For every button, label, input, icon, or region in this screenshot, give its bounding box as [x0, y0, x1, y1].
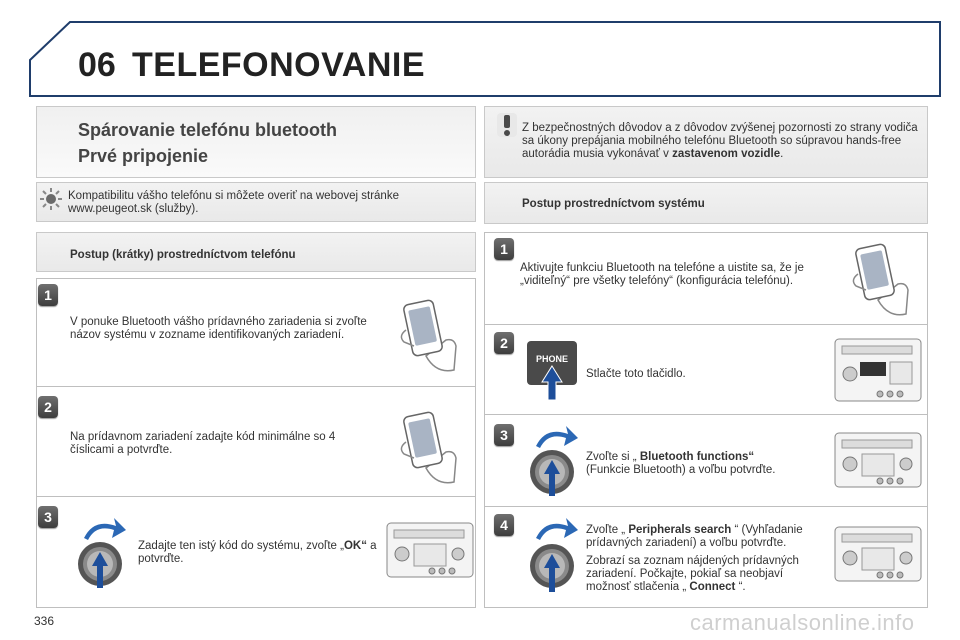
header	[0, 0, 960, 110]
right-divider-1	[484, 324, 928, 325]
left-heading: Postup (krátky) prostredníctvom telefónu	[70, 249, 296, 261]
left-step-3-text-a: Zadajte ten istý kód do systému, zvoľte „	[138, 540, 344, 552]
dial-knob-icon	[522, 512, 582, 596]
step-badge: 3	[494, 424, 514, 446]
warning-text-bold: zastavenom vozidle	[672, 148, 781, 160]
page-title: TELEFONOVANIE	[132, 46, 425, 84]
radio-unit-image	[834, 526, 922, 582]
right-step-4-text-b: “ (Vyhľadanie prídavných zariadení) a voľbu potvrďte.	[586, 524, 803, 549]
phone-hand-icon	[848, 240, 912, 320]
step-badge: 4	[494, 514, 514, 536]
exclamation-icon	[496, 112, 518, 138]
right-step-4-text2-b: “.	[735, 581, 746, 593]
phone-hand-icon	[396, 408, 460, 488]
step-badge: 1	[38, 284, 58, 306]
left-step-3-text	[138, 540, 378, 566]
phone-hand-icon	[396, 296, 460, 376]
right-step-3-text-a: Zvoľte si „	[586, 451, 640, 463]
section-title: Spárovanie telefónu bluetooth	[78, 120, 338, 140]
section-subtitle: Prvé pripojenie	[78, 146, 209, 166]
left-divider-1	[36, 386, 476, 387]
left-step-1-text: V ponuke Bluetooth vášho prídavného zariadenia si zvoľte názov systému v zozname identifikovaných zariadení.	[70, 316, 367, 341]
right-step-3-text-b: (Funkcie Bluetooth) a voľbu potvrďte.	[586, 464, 776, 476]
phone-button-icon	[526, 340, 578, 402]
step-badge: 1	[494, 238, 514, 260]
tip-text: Kompatibilitu vášho telefónu si môžete overiť na webovej stránke www.peugeot.sk (služby).	[68, 190, 399, 215]
radio-unit-image	[834, 338, 922, 402]
right-divider-2	[484, 414, 928, 415]
chapter-number: 06	[78, 46, 116, 84]
watermark: carmanualsonline.info	[690, 610, 915, 635]
right-step-3-text	[586, 451, 826, 477]
right-step-4-text-2	[586, 555, 822, 594]
peripherals-search-label: Peripherals search	[628, 524, 732, 536]
right-step-4-text	[586, 524, 822, 550]
left-step-3-text-b: a potvrďte.	[138, 540, 377, 565]
dial-knob-icon	[522, 420, 582, 500]
right-step-4-text2-a: Zobrazí sa zoznam nájdených prídavných zariadení. Počkajte, pokiaľ sa neobjaví možnosť stlačenia „	[586, 555, 799, 593]
radio-unit-image	[834, 432, 922, 488]
radio-unit-image	[386, 522, 474, 578]
phone-button-label: PHONE	[535, 354, 568, 364]
warning-text-main: Z bezpečnostných dôvodov a z dôvodov zvýšenej pozornosti zo strany vodiča sa úkony prepájania mobilného telefónu Bluetooth so súpravou hands-free autorádia musia vykonávať v	[522, 122, 918, 160]
right-step-2-text: Stlačte toto tlačidlo.	[586, 368, 686, 380]
step-badge: 2	[38, 396, 58, 418]
right-divider-3	[484, 506, 928, 507]
right-heading: Postup prostredníctvom systému	[522, 198, 705, 210]
right-step-4-text-a: Zvoľte „	[586, 524, 629, 536]
warning-text-end: .	[780, 148, 784, 160]
dial-knob-icon	[70, 512, 130, 592]
page-number: 336	[34, 614, 55, 628]
step-badge: 2	[494, 332, 514, 354]
lightbulb-icon	[38, 186, 64, 212]
bluetooth-functions-label: Bluetooth functions“	[639, 451, 755, 463]
left-step-2-text: Na prídavnom zariadení zadajte kód minimálne so 4 číslicami a potvrďte.	[70, 431, 336, 456]
ok-label: OK“	[343, 540, 367, 552]
right-step-1-text: Aktivujte funkciu Bluetooth na telefóne a uistite sa, že je „viditeľný“ pre všetky telefóny“ (konfigurácia telefónu).	[520, 262, 804, 287]
section-title-panel	[36, 106, 476, 178]
left-divider-2	[36, 496, 476, 497]
warning-text	[522, 122, 920, 161]
step-badge: 3	[38, 506, 58, 528]
connect-label: Connect	[689, 581, 736, 593]
